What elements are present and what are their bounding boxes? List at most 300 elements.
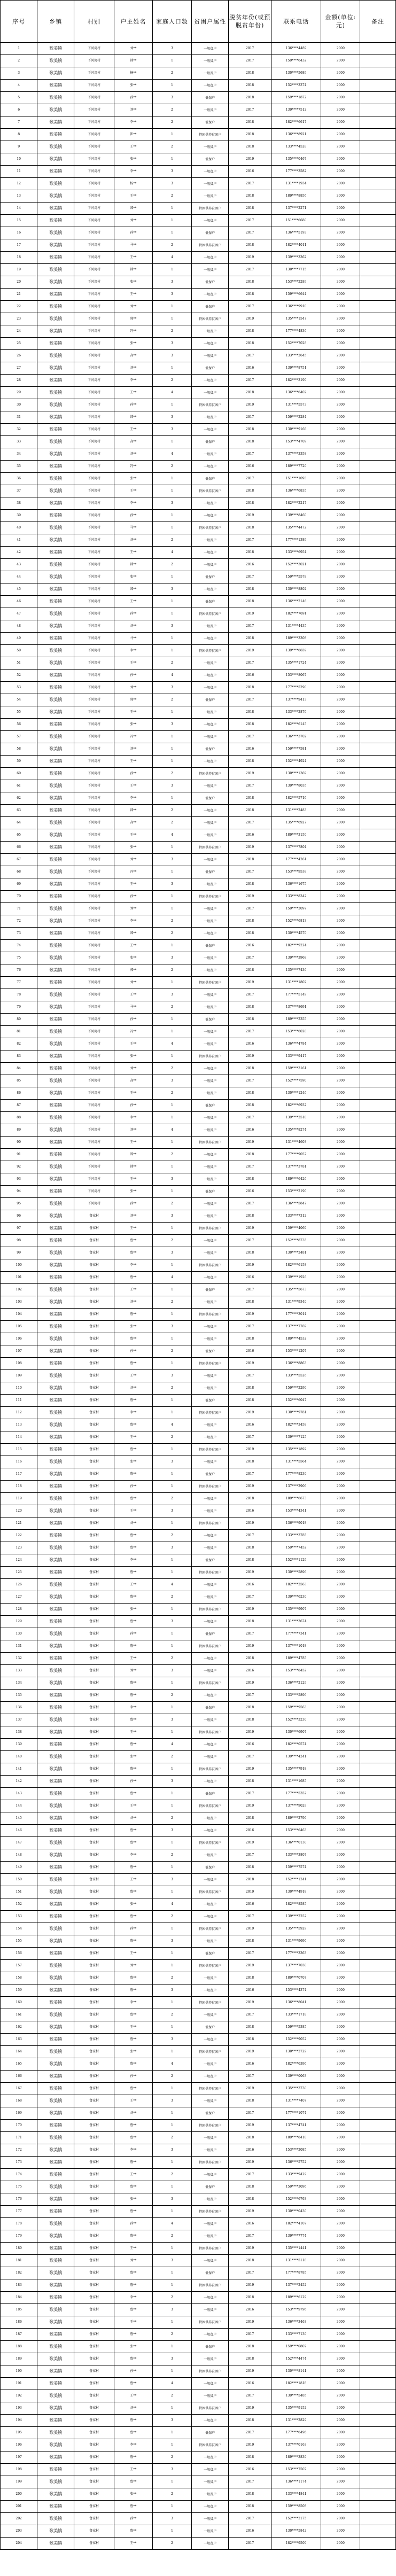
- cell-village: 下河湾村: [74, 768, 114, 780]
- cell-town: 歌美镇: [37, 80, 74, 92]
- cell-household-size: 1: [152, 645, 191, 657]
- cell-attribute: 特困供养贫困户: [191, 313, 228, 325]
- cell-village: 下河湾村: [74, 670, 114, 682]
- cell-household-size: 2: [152, 1911, 191, 1923]
- cell-phone: 159****2097: [271, 903, 321, 915]
- cell-household-size: 1: [152, 1997, 191, 2009]
- cell-head-name: 张**: [114, 842, 152, 854]
- cell-town: 歌美镇: [37, 1370, 74, 1382]
- cell-note: [360, 2046, 396, 2058]
- cell-town: 歌美镇: [37, 2488, 74, 2501]
- cell-town: 歌美镇: [37, 399, 74, 411]
- cell-attribute: 一般贫户: [191, 1591, 228, 1604]
- table-row: [1, 571, 396, 583]
- cell-town: 歌美镇: [37, 756, 74, 768]
- cell-household-size: 3: [152, 583, 191, 596]
- cell-household-size: 4: [152, 1038, 191, 1050]
- table-row: [1, 878, 396, 891]
- cell-no: 60: [1, 768, 37, 780]
- header-head-name: 户主姓名: [114, 1, 152, 43]
- cell-town: 歌美镇: [37, 1419, 74, 1431]
- cell-household-size: 3: [152, 43, 191, 55]
- cell-village: 鲁家村: [74, 1247, 114, 1259]
- cell-head-name: 王**: [114, 2316, 152, 2329]
- cell-village: 鲁家村: [74, 1333, 114, 1345]
- cell-no: 30: [1, 399, 37, 411]
- cell-head-name: 李**: [114, 645, 152, 657]
- cell-no: 171: [1, 2132, 37, 2144]
- table-row: [1, 116, 396, 129]
- cell-household-size: 1: [152, 2439, 191, 2452]
- table-row: [1, 2071, 396, 2083]
- cell-phone: 133****4841: [271, 2488, 321, 2501]
- cell-village: 鲁家村: [74, 2353, 114, 2365]
- cell-town: 歌美镇: [37, 633, 74, 645]
- cell-amount: 2000: [321, 854, 360, 866]
- cell-note: [360, 424, 396, 436]
- cell-amount: 2000: [321, 670, 360, 682]
- cell-no: 189: [1, 2353, 37, 2365]
- cell-attribute: 低保户: [191, 1014, 228, 1026]
- cell-phone: 131****1685: [271, 1776, 321, 1788]
- cell-exit-year: 2017: [229, 2107, 271, 2120]
- cell-note: [360, 768, 396, 780]
- cell-note: [360, 1763, 396, 1776]
- cell-phone: 137****7030: [271, 1960, 321, 1972]
- cell-household-size: 3: [152, 1505, 191, 1517]
- cell-household-size: 1: [152, 1923, 191, 1935]
- cell-amount: 2000: [321, 116, 360, 129]
- cell-note: [360, 891, 396, 903]
- cell-head-name: 鲁**: [114, 1886, 152, 1898]
- cell-village: 下河湾村: [74, 989, 114, 1001]
- cell-household-size: 1: [152, 1026, 191, 1038]
- table-row: [1, 264, 396, 276]
- cell-exit-year: 2019: [229, 1567, 271, 1579]
- cell-attribute: 一般贫户: [191, 1198, 228, 1210]
- cell-household-size: 1: [152, 596, 191, 608]
- cell-note: [360, 1370, 396, 1382]
- cell-amount: 2000: [321, 276, 360, 289]
- cell-attribute: 一般贫户: [191, 1714, 228, 1726]
- cell-note: [360, 1517, 396, 1530]
- cell-village: 鲁家村: [74, 1407, 114, 1419]
- cell-amount: 2000: [321, 1112, 360, 1124]
- table-row: [1, 1972, 396, 1984]
- cell-exit-year: 2017: [229, 1235, 271, 1247]
- cell-phone: 139****6659: [271, 645, 321, 657]
- cell-note: [360, 2427, 396, 2439]
- cell-amount: 2000: [321, 485, 360, 497]
- cell-attribute: 特困供养贫困户: [191, 2120, 228, 2132]
- cell-village: 鲁家村: [74, 2452, 114, 2464]
- roster-body: [1, 43, 396, 2550]
- cell-note: [360, 1677, 396, 1690]
- table-row: [1, 362, 396, 375]
- cell-phone: 130****1246: [271, 1087, 321, 1100]
- cell-exit-year: 2016: [229, 743, 271, 756]
- cell-head-name: 高**: [114, 1075, 152, 1087]
- cell-attribute: 一般贫户: [191, 2513, 228, 2525]
- cell-village: 鲁家村: [74, 2304, 114, 2316]
- cell-note: [360, 2021, 396, 2034]
- table-row: [1, 1468, 396, 1481]
- cell-note: [360, 166, 396, 178]
- cell-head-name: 张**: [114, 2488, 152, 2501]
- cell-phone: 189****3830: [271, 2452, 321, 2464]
- cell-household-size: 1: [152, 903, 191, 915]
- cell-note: [360, 952, 396, 964]
- cell-village: 鲁家村: [74, 1776, 114, 1788]
- cell-amount: 2000: [321, 1223, 360, 1235]
- cell-attribute: 一般贫户: [191, 682, 228, 694]
- cell-head-name: 王**: [114, 2243, 152, 2255]
- cell-note: [360, 1935, 396, 1948]
- cell-head-name: 刘**: [114, 301, 152, 313]
- cell-village: 鲁家村: [74, 1419, 114, 1431]
- cell-note: [360, 657, 396, 670]
- cell-no: 63: [1, 805, 37, 817]
- table-row: [1, 2218, 396, 2230]
- cell-attribute: 一般贫户: [191, 2353, 228, 2365]
- cell-exit-year: 2016: [229, 2144, 271, 2157]
- cell-town: 歌美镇: [37, 1911, 74, 1923]
- cell-phone: 152****9052: [271, 2034, 321, 2046]
- cell-village: 下河湾村: [74, 153, 114, 166]
- cell-village: 下河湾村: [74, 67, 114, 80]
- cell-attribute: 一般贫户: [191, 854, 228, 866]
- cell-amount: 2000: [321, 1137, 360, 1149]
- cell-phone: 177****8785: [271, 2267, 321, 2279]
- cell-amount: 2000: [321, 1075, 360, 1087]
- cell-town: 歌美镇: [37, 2058, 74, 2071]
- cell-amount: 2000: [321, 2525, 360, 2538]
- cell-head-name: 孙**: [114, 1628, 152, 1640]
- table-row: [1, 805, 396, 817]
- cell-exit-year: 2016: [229, 829, 271, 842]
- cell-village: 下河湾村: [74, 424, 114, 436]
- cell-head-name: 韩**: [114, 1161, 152, 1173]
- cell-no: 150: [1, 1874, 37, 1886]
- cell-attribute: 特困供养贫困户: [191, 842, 228, 854]
- table-row: [1, 1714, 396, 1726]
- cell-no: 40: [1, 522, 37, 534]
- cell-attribute: 一般贫户: [191, 2476, 228, 2488]
- cell-head-name: 鲁**: [114, 1530, 152, 1542]
- cell-household-size: 1: [152, 1677, 191, 1690]
- cell-attribute: 特困供养贫困户: [191, 2083, 228, 2095]
- cell-town: 歌美镇: [37, 1333, 74, 1345]
- cell-exit-year: 2018: [229, 2488, 271, 2501]
- cell-head-name: 刘**: [114, 1812, 152, 1825]
- cell-phone: 135****8274: [271, 1124, 321, 1137]
- cell-head-name: 王**: [114, 252, 152, 264]
- cell-phone: 136****6835: [271, 485, 321, 497]
- cell-head-name: 鲁**: [114, 1911, 152, 1923]
- cell-village: 鲁家村: [74, 2316, 114, 2329]
- cell-phone: 159****7581: [271, 743, 321, 756]
- cell-household-size: 3: [152, 2144, 191, 2157]
- cell-attribute: 低保户: [191, 1862, 228, 1874]
- cell-attribute: 一般贫户: [191, 1173, 228, 1186]
- cell-amount: 2000: [321, 1087, 360, 1100]
- cell-phone: 133****5526: [271, 1370, 321, 1382]
- cell-note: [360, 878, 396, 891]
- cell-attribute: 低保户: [191, 276, 228, 289]
- cell-exit-year: 2018: [229, 436, 271, 448]
- cell-town: 歌美镇: [37, 2157, 74, 2169]
- cell-note: [360, 756, 396, 768]
- cell-note: [360, 1149, 396, 1161]
- cell-no: 100: [1, 1259, 37, 1272]
- cell-note: [360, 2034, 396, 2046]
- cell-amount: 2000: [321, 129, 360, 141]
- cell-amount: 2000: [321, 1173, 360, 1186]
- cell-head-name: 王**: [114, 1173, 152, 1186]
- cell-no: 4: [1, 80, 37, 92]
- table-row: [1, 2157, 396, 2169]
- cell-attribute: 低保户: [191, 473, 228, 485]
- cell-village: 下河湾村: [74, 682, 114, 694]
- cell-phone: 177****4836: [271, 325, 321, 338]
- cell-amount: 2000: [321, 780, 360, 792]
- cell-amount: 2000: [321, 2169, 360, 2181]
- cell-amount: 2000: [321, 1812, 360, 1825]
- cell-town: 歌美镇: [37, 2316, 74, 2329]
- cell-amount: 2000: [321, 2021, 360, 2034]
- cell-no: 14: [1, 203, 37, 215]
- cell-attribute: 特困供养贫困户: [191, 891, 228, 903]
- cell-phone: 153****7507: [271, 2464, 321, 2476]
- cell-head-name: 孙**: [114, 891, 152, 903]
- cell-exit-year: 2018: [229, 203, 271, 215]
- cell-amount: 2000: [321, 1333, 360, 1345]
- table-row: [1, 1284, 396, 1296]
- cell-head-name: 刘**: [114, 1296, 152, 1309]
- cell-amount: 2000: [321, 534, 360, 547]
- cell-household-size: 1: [152, 1788, 191, 1800]
- cell-phone: 182****0574: [271, 1739, 321, 1751]
- header-note: 备注: [360, 1, 396, 43]
- cell-exit-year: 2017: [229, 2513, 271, 2525]
- cell-note: [360, 1604, 396, 1616]
- cell-amount: 2000: [321, 1640, 360, 1653]
- cell-no: 131: [1, 1640, 37, 1653]
- cell-exit-year: 2019: [229, 1517, 271, 1530]
- cell-household-size: 2: [152, 325, 191, 338]
- cell-note: [360, 977, 396, 989]
- cell-phone: 131****1934: [271, 178, 321, 190]
- cell-village: 下河湾村: [74, 964, 114, 977]
- cell-no: 72: [1, 915, 37, 928]
- cell-household-size: 3: [152, 2304, 191, 2316]
- cell-amount: 2000: [321, 2341, 360, 2353]
- cell-attribute: 一般贫户: [191, 1382, 228, 1395]
- cell-village: 鲁家村: [74, 1849, 114, 1862]
- cell-town: 歌美镇: [37, 780, 74, 792]
- cell-note: [360, 1788, 396, 1800]
- cell-phone: 182****2563: [271, 1579, 321, 1591]
- cell-head-name: 鲁**: [114, 1542, 152, 1554]
- cell-village: 鲁家村: [74, 2034, 114, 2046]
- cell-town: 歌美镇: [37, 1063, 74, 1075]
- cell-exit-year: 2018: [229, 338, 271, 350]
- table-row: [1, 952, 396, 964]
- cell-head-name: 张**: [114, 1604, 152, 1616]
- cell-phone: 177****6496: [271, 2427, 321, 2439]
- cell-note: [360, 1530, 396, 1542]
- cell-exit-year: 2018: [229, 1395, 271, 1407]
- cell-exit-year: 2017: [229, 1751, 271, 1763]
- cell-no: 196: [1, 2439, 37, 2452]
- cell-exit-year: 2018: [229, 1173, 271, 1186]
- cell-town: 歌美镇: [37, 2329, 74, 2341]
- cell-attribute: 一般贫户: [191, 2132, 228, 2144]
- cell-household-size: 2: [152, 1530, 191, 1542]
- cell-exit-year: 2019: [229, 510, 271, 522]
- cell-phone: 152****1129: [271, 1554, 321, 1567]
- cell-household-size: 3: [152, 1714, 191, 1726]
- cell-phone: 135****1724: [271, 657, 321, 670]
- cell-phone: 182****2217: [271, 497, 321, 510]
- cell-no: 3: [1, 67, 37, 80]
- cell-exit-year: 2019: [229, 2316, 271, 2329]
- cell-attribute: 一般贫户: [191, 2144, 228, 2157]
- cell-note: [360, 350, 396, 362]
- table-row: [1, 178, 396, 190]
- cell-amount: 2000: [321, 1714, 360, 1726]
- cell-village: 下河湾村: [74, 461, 114, 473]
- cell-household-size: 2: [152, 1972, 191, 1984]
- cell-phone: 159****4069: [271, 1223, 321, 1235]
- cell-attribute: 特困供养贫困户: [191, 2402, 228, 2415]
- cell-no: 28: [1, 375, 37, 387]
- cell-household-size: 3: [152, 338, 191, 350]
- cell-no: 79: [1, 1001, 37, 1014]
- cell-exit-year: 2018: [229, 854, 271, 866]
- cell-head-name: 孙**: [114, 510, 152, 522]
- cell-town: 歌美镇: [37, 522, 74, 534]
- cell-note: [360, 2365, 396, 2378]
- cell-no: 148: [1, 1849, 37, 1862]
- cell-phone: 159****1872: [271, 92, 321, 104]
- cell-note: [360, 2107, 396, 2120]
- cell-amount: 2000: [321, 510, 360, 522]
- cell-head-name: 郑**: [114, 1149, 152, 1161]
- cell-head-name: 刘**: [114, 534, 152, 547]
- cell-household-size: 3: [152, 780, 191, 792]
- cell-exit-year: 2017: [229, 657, 271, 670]
- cell-attribute: 一般贫户: [191, 1616, 228, 1628]
- cell-amount: 2000: [321, 1677, 360, 1690]
- cell-phone: 139****2518: [271, 1112, 321, 1124]
- cell-town: 歌美镇: [37, 2476, 74, 2488]
- cell-amount: 2000: [321, 104, 360, 116]
- cell-note: [360, 264, 396, 276]
- cell-no: 62: [1, 792, 37, 805]
- cell-attribute: 一般贫户: [191, 1911, 228, 1923]
- cell-town: 歌美镇: [37, 571, 74, 583]
- cell-amount: 2000: [321, 1493, 360, 1505]
- cell-note: [360, 620, 396, 633]
- cell-exit-year: 2018: [229, 276, 271, 289]
- cell-exit-year: 2017: [229, 989, 271, 1001]
- table-row: [1, 424, 396, 436]
- cell-head-name: 王**: [114, 1579, 152, 1591]
- cell-town: 歌美镇: [37, 375, 74, 387]
- cell-phone: 139****0063: [271, 2071, 321, 2083]
- cell-amount: 2000: [321, 1554, 360, 1567]
- cell-head-name: 杨**: [114, 178, 152, 190]
- cell-town: 歌美镇: [37, 1530, 74, 1542]
- cell-note: [360, 1468, 396, 1481]
- cell-amount: 2000: [321, 731, 360, 743]
- cell-no: 16: [1, 227, 37, 239]
- table-row: [1, 1505, 396, 1517]
- cell-head-name: 刘**: [114, 2255, 152, 2267]
- cell-attribute: 一般贫户: [191, 141, 228, 153]
- cell-household-size: 1: [152, 1481, 191, 1493]
- cell-village: 鲁家村: [74, 1800, 114, 1812]
- cell-amount: 2000: [321, 1149, 360, 1161]
- cell-village: 鲁家村: [74, 1825, 114, 1837]
- cell-no: 25: [1, 338, 37, 350]
- cell-town: 歌美镇: [37, 1714, 74, 1726]
- cell-household-size: 1: [152, 1284, 191, 1296]
- header-row: [1, 1, 396, 43]
- cell-head-name: 李**: [114, 1554, 152, 1567]
- cell-village: 鲁家村: [74, 2329, 114, 2341]
- cell-note: [360, 2095, 396, 2107]
- cell-no: 162: [1, 2021, 37, 2034]
- cell-town: 歌美镇: [37, 2181, 74, 2193]
- cell-phone: 135****9907: [271, 1604, 321, 1616]
- cell-attribute: 一般贫户: [191, 1124, 228, 1137]
- cell-town: 歌美镇: [37, 1149, 74, 1161]
- cell-village: 鲁家村: [74, 1665, 114, 1677]
- cell-household-size: 3: [152, 1616, 191, 1628]
- cell-village: 下河湾村: [74, 559, 114, 571]
- cell-attribute: 一般贫户: [191, 2169, 228, 2181]
- cell-town: 歌美镇: [37, 2304, 74, 2316]
- cell-town: 歌美镇: [37, 743, 74, 756]
- cell-attribute: 特困供养贫困户: [191, 1407, 228, 1419]
- cell-amount: 2000: [321, 1431, 360, 1444]
- cell-phone: 177****3363: [271, 1948, 321, 1960]
- cell-village: 下河湾村: [74, 178, 114, 190]
- cell-phone: 135****6927: [271, 817, 321, 829]
- cell-attribute: 特困供养贫困户: [191, 485, 228, 497]
- cell-amount: 2000: [321, 1235, 360, 1247]
- table-row: [1, 153, 396, 166]
- cell-phone: 131****2829: [271, 2415, 321, 2427]
- cell-amount: 2000: [321, 1776, 360, 1788]
- table-row: [1, 1444, 396, 1456]
- cell-attribute: 一般贫户: [191, 1935, 228, 1948]
- table-row: [1, 2316, 396, 2329]
- cell-head-name: 王**: [114, 829, 152, 842]
- cell-town: 歌美镇: [37, 1886, 74, 1898]
- cell-attribute: 特困供养贫困户: [191, 2243, 228, 2255]
- cell-no: 106: [1, 1333, 37, 1345]
- cell-village: 鲁家村: [74, 2095, 114, 2107]
- cell-note: [360, 2120, 396, 2132]
- cell-exit-year: 2019: [229, 2157, 271, 2169]
- table-row: [1, 1272, 396, 1284]
- cell-attribute: 一般贫户: [191, 2034, 228, 2046]
- cell-note: [360, 682, 396, 694]
- cell-no: 157: [1, 1960, 37, 1972]
